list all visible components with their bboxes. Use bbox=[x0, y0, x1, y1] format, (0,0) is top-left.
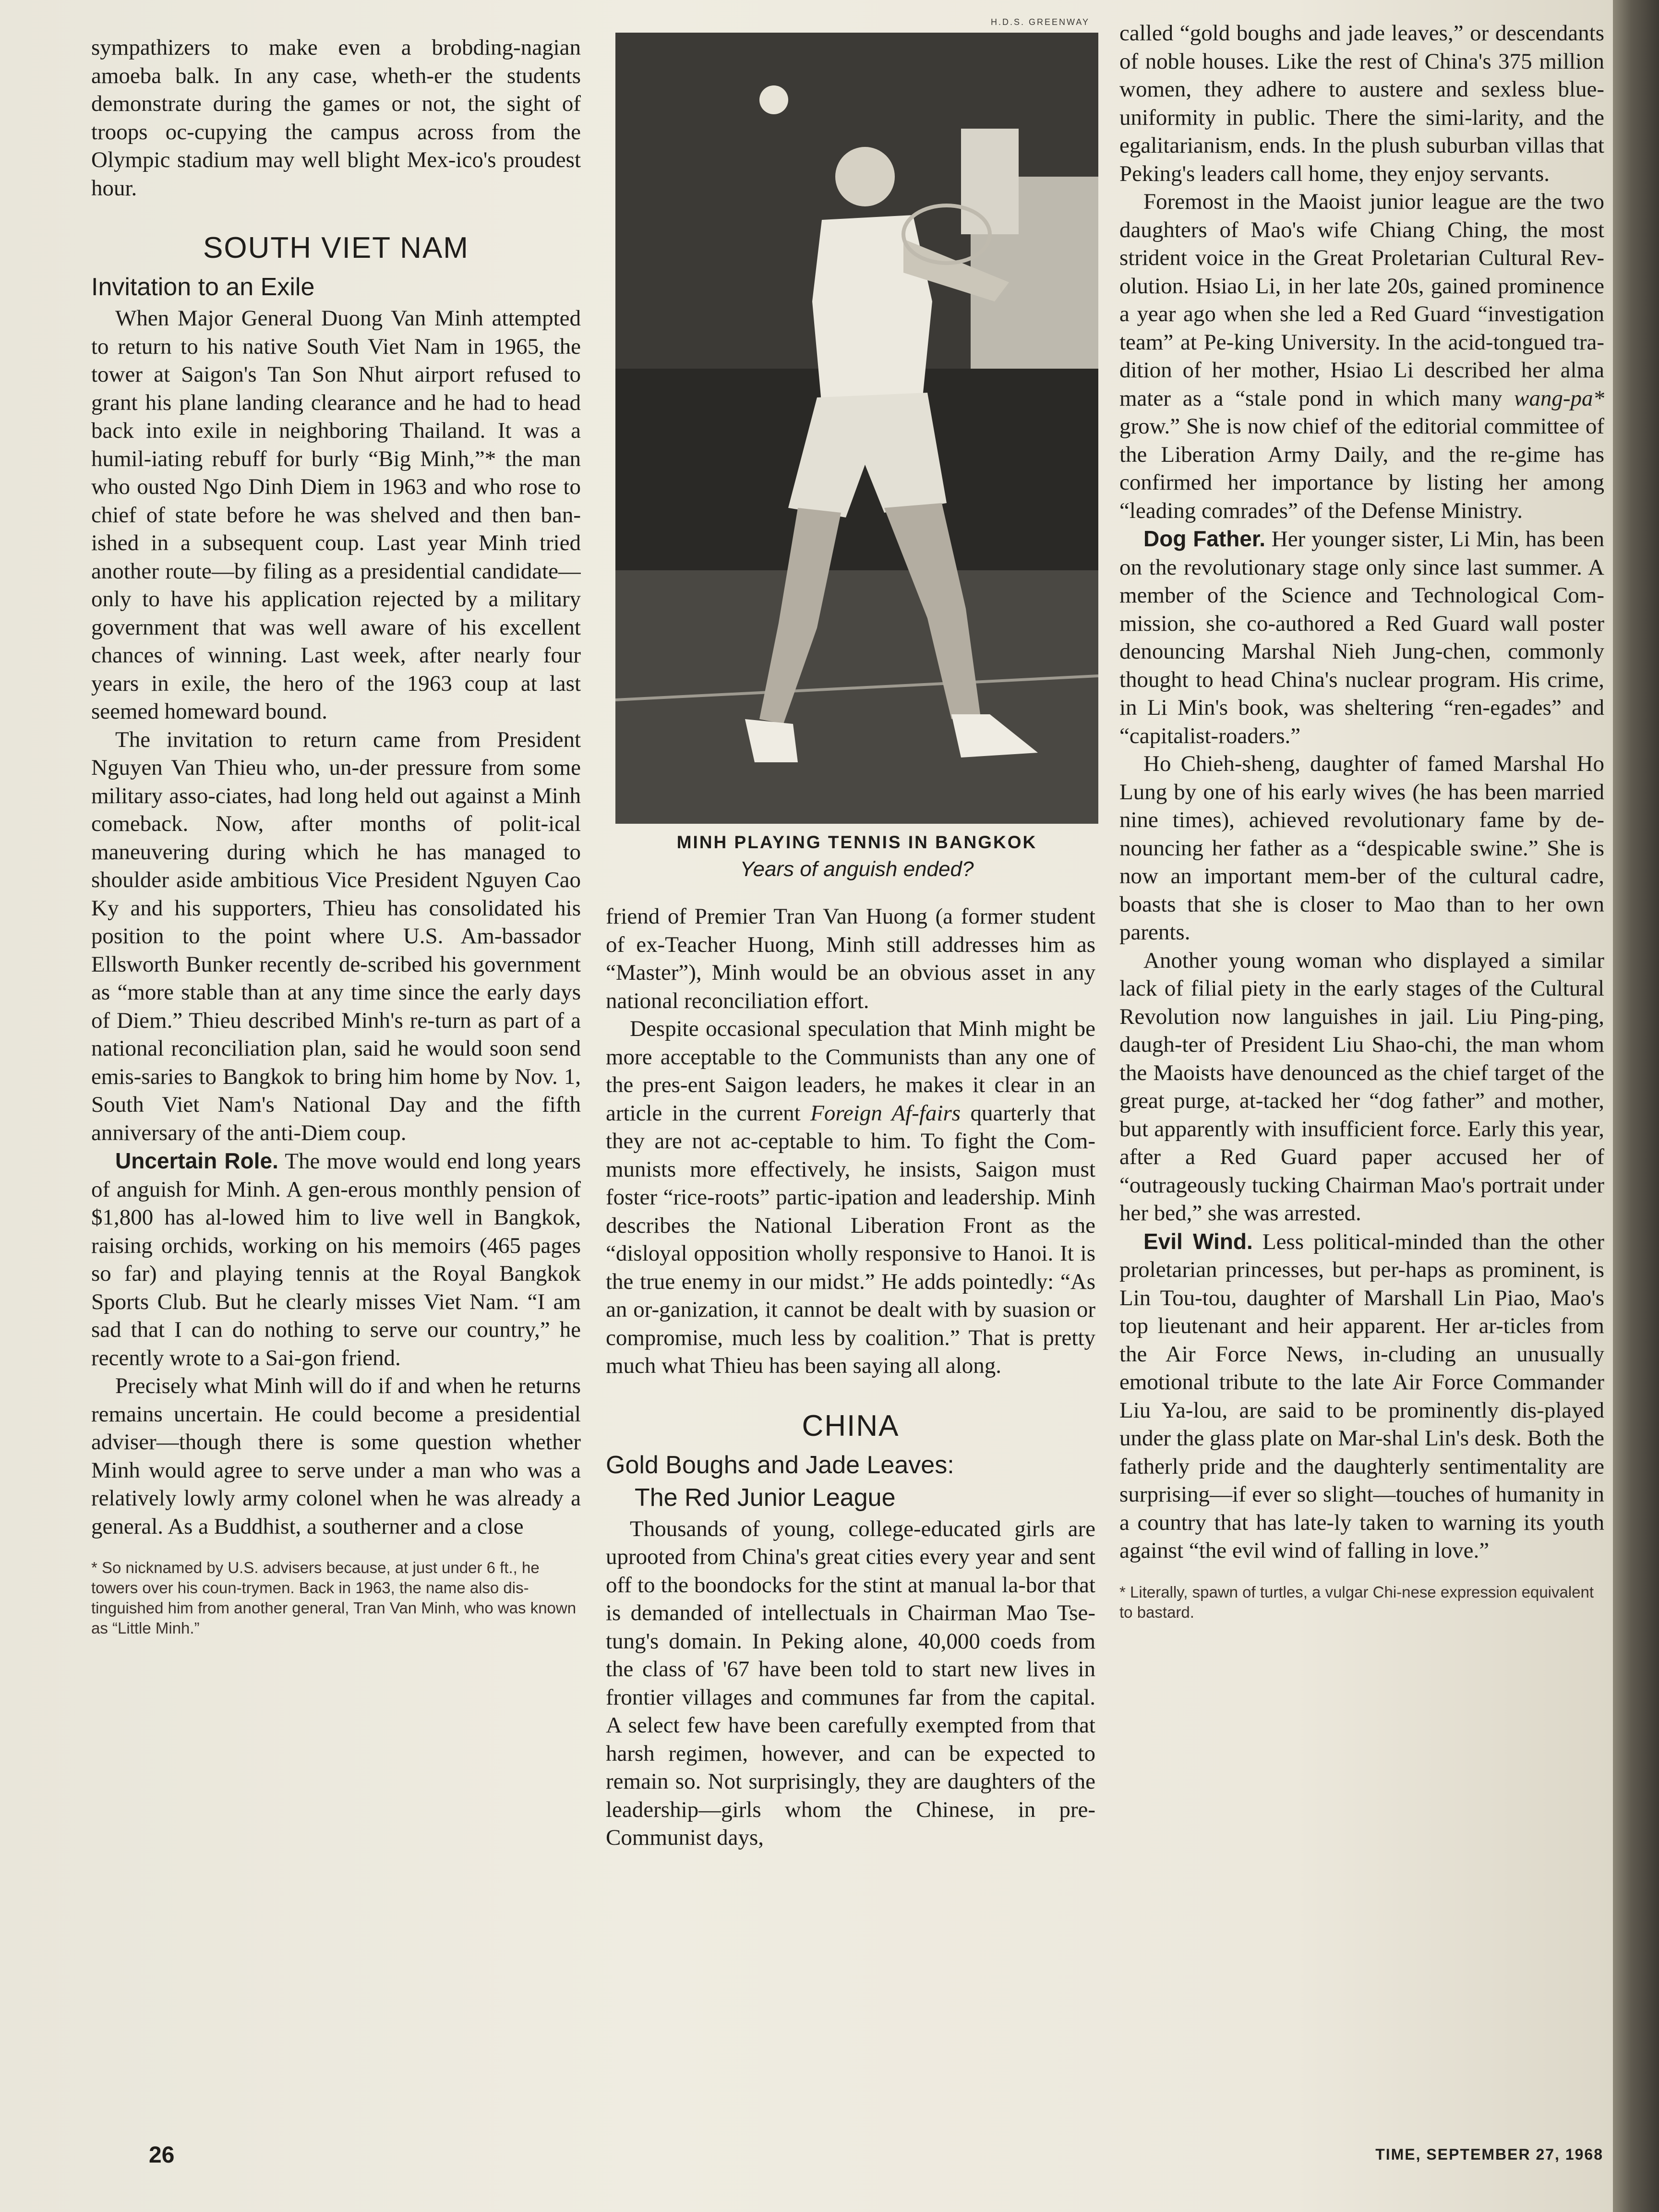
paragraph-text: Despite occasional speculation that Minh might be more acceptable to the Communists than any one of the pres-ent Saigon leaders, he makes it clear in an article in the current bbox=[606, 1016, 1095, 1126]
paragraph-text: Foremost in the Maoist junior league are the two daughters of Mao's wife Chiang Ching, the most strident voice in the Great Proletarian Cultural Rev-olution. Hsiao Li, in her late 20s, gained prominence a year ago when she led a Red Guard “investigation team” at Pe-king University. In the acid-tongued tra-dition of her mother, Hsiao Li described her alma mater as a “stale pond in which many bbox=[1119, 189, 1604, 411]
page-number: 26 bbox=[149, 2142, 175, 2168]
paragraph: When Major General Duong Van Minh attempted to return to his native South Viet Nam in 1965, the tower at Saigon's Tan Son Nhut airport refused to grant his plane landing clearance and he had to head back into exile in neighboring Thailand. It was a humil-iating rebuff for burly “Big Minh,”* the man who ousted Ngo Dinh Diem in 1963 and who rose to chief of state before he was shelved and then ban-ished in a subsequent coup. Last year Minh tried another route—by filing as a presidential candidate—only to have his application rejected by a military government that was well aware of his excellent chances of winning. Last week, after nearly four years in exile, the hero of the 1963 coup at last seemed homeward bound. bbox=[91, 306, 581, 724]
run-in-heading: Dog Father. bbox=[1143, 526, 1266, 551]
folio-line: TIME, SEPTEMBER 27, 1968 bbox=[1375, 2146, 1603, 2163]
paragraph: called “gold boughs and jade leaves,” or descendants of noble houses. Like the rest of China's 375 million women, they adhere to austere and sexless blue-uniformity in public. There the simi-larity, and the egalitarianism, ends. In the plush suburban villas that Peking's leaders call home, they enjoy servants. bbox=[1119, 21, 1604, 186]
paragraph: friend of Premier Tran Van Huong (a former student of ex-Teacher Huong, Minh still addresses him as “Master”), Minh would be an obvious asset in any national reconciliation effort. bbox=[606, 904, 1095, 1013]
paragraph bbox=[1119, 188, 1604, 525]
paragraph bbox=[91, 1147, 581, 1372]
paragraph bbox=[1119, 1227, 1604, 1565]
footnote: * Literally, spawn of turtles, a vulgar Chi-nese expression equivalent to bastard. bbox=[1119, 1583, 1594, 1621]
photo-caption-subtitle: Years of anguish ended? bbox=[740, 857, 974, 881]
paragraph: Another young woman who displayed a similar lack of filial piety in the early stages of the Cultural Revolution now languishes in jail. Liu Ping-ping, daugh-ter of President Liu Shao-chi, the man whom the Maoists have denounced as the chief target of the great purge, at-tacked her “dog father” and mother, but apparently with insufficient force. Early this year, after a Red Guard paper accused her of “outrageously tucking Chairman Mao's portrait under her bed,” she was arrested. bbox=[1119, 948, 1604, 1226]
article-intro-paragraph: sympathizers to make even a brobding-nagian amoeba balk. In any case, wheth-er the students demonstrate during the games or not, the sight of troops oc-cupying the campus across from the Olympic stadium may well blight Mex-ico's proudest hour. bbox=[91, 35, 581, 201]
paragraph-text: grow.” She is now chief of the editorial committee of the Liberation Army Daily, and the re-gime has confirmed her importance by listing her among “leading comrades” of the Defense Ministry. bbox=[1119, 414, 1604, 523]
article-headline-exile: Invitation to an Exile bbox=[91, 273, 315, 301]
paragraph bbox=[1119, 525, 1604, 750]
italic-publication-title: Foreign Af-fairs bbox=[810, 1100, 961, 1126]
tennis-player-illustration bbox=[615, 33, 1098, 824]
section-heading-china: CHINA bbox=[802, 1409, 900, 1443]
photo-credit: H.D.S. GREENWAY bbox=[990, 17, 1090, 27]
paragraph-text: The move would end long years of anguish for Minh. A gen-erous monthly pension of $1,800 has al-lowed him to live well in Bangkok, raising orchids, working on his memoirs (465 pages so far) and playing tennis at the Royal Bangkok Sports Club. But he clearly misses Viet Nam. “I am sad that I can do nothing to serve our country,” he recently wrote to a Sai-gon friend. bbox=[91, 1149, 581, 1370]
tennis-photo bbox=[615, 33, 1098, 824]
paragraph: Precisely what Minh will do if and when he returns remains uncertain. He could become a presidential adviser—though there is some question whether Minh would agree to serve under a man who was a relatively lowly army colonel when he was already a general. As a Buddhist, a southerner and a close bbox=[91, 1373, 581, 1539]
run-in-heading: Uncertain Role. bbox=[115, 1148, 278, 1173]
column-1 bbox=[91, 34, 581, 1987]
paragraph: Ho Chieh-sheng, daughter of famed Marshal Ho Lung by one of his early wives (he has been married nine times), achieved revolutionary fame by de-nouncing her father as a “despicable swine.” She is now an important mem-ber of the cultural cadre, boasts that she is closer to Mao than to her own parents. bbox=[1119, 751, 1604, 945]
article-headline-gold-boughs: Gold Boughs and Jade Leaves: bbox=[606, 1451, 954, 1479]
run-in-heading: Evil Wind. bbox=[1143, 1228, 1253, 1254]
photo-caption-title: MINH PLAYING TENNIS IN BANGKOK bbox=[676, 832, 1037, 852]
paragraph-text: quarterly that they are not ac-ceptable to him. To fight the Com-munists more effectively, he insists, Saigon must foster “rice-roots” partic-ipation and leadership. Minh describes the National Liberation Front as the “disloyal opposition wholly responsive to Hanoi. It is the true enemy in our midst.” He adds pointedly: “As an or-ganization, it cannot be dealt with by suasion or compromise, much less by coalition.” That is pretty much what Thieu has been saying all along. bbox=[606, 1100, 1095, 1378]
page-edge bbox=[1613, 0, 1659, 2212]
paragraph-text: Her younger sister, Li Min, has been on the revolutionary stage only since last summer. A member of the Science and Technological Com-mission, she co-authored a Red Guard wall poster denouncing Marshal Nieh Jung-chen, commonly thought to head China's nuclear program. His crime, in Li Min's book, was sheltering “ren-egades” and “capitalist-roaders.” bbox=[1119, 527, 1604, 748]
paragraph: The invitation to return came from President Nguyen Van Thieu who, un-der pressure from some military asso-ciates, had long held out against a Minh comeback. Now, after months of polit-ical maneuvering during which he has managed to shoulder aside ambitious Vice President Nguyen Cao Ky and his supporters, Thieu has consolidated his position to the point where U.S. Am-bassador Ellsworth Bunker recently de-scribed his government as “more stable than at any time since the early days of Diem.” Thieu described Minh's re-turn as part of a national reconciliation plan, said he would soon send emis-saries to Bangkok to bring him home by Nov. 1, South Viet Nam's National Day and the fifth anniversary of the anti-Diem coup. bbox=[91, 727, 581, 1145]
column-2 bbox=[606, 902, 1095, 2131]
article-subheadline-red-junior-league: The Red Junior League bbox=[635, 1483, 896, 1512]
paragraph: Thousands of young, college-educated girls are uprooted from China's great cities every year and sent off to the boondocks for the stint at manual la-bor that is demanded of intellectuals in Chairman Mao Tse-tung's domain. In Peking alone, 40,000 coeds from the class of '67 have been told to start new lives in frontier villages and communes far from the capital. A select few have been carefully exempted from that harsh regimen, however, and can be expected to remain so. Not surprisingly, they are daughters of the leadership—girls whom the Chinese, in pre-Communist days, bbox=[606, 1516, 1095, 1850]
paragraph bbox=[606, 1015, 1095, 1380]
footnote: * So nicknamed by U.S. advisers because, at just under 6 ft., he towers over his coun-trymen. Back in 1963, the name also dis-tinguished him from another general, Tran Van Minh, who was known as “Little Minh.” bbox=[91, 1559, 577, 1637]
section-heading-south-viet-nam: SOUTH VIET NAM bbox=[203, 231, 469, 264]
italic-term: wang-pa* bbox=[1514, 385, 1604, 411]
paragraph-text: Less political-minded than the other proletarian princesses, but per-haps as prominent, is Lin Tou-tou, daughter of Marshall Lin Piao, Mao's top lieutenant and heir apparent. Her ar-ticles from the Air Force News, in-cluding an unusually emotional tribute to the late Air Force Commander Liu Ya-lou, are said to be prominently dis-played under the glass plate on Mar-shal Lin's desk. Both the fatherly pride and the daughterly sentimentality are surprising—if ever so slight—touches of humanity in a country that has late-ly taken to warning its youth against “the evil wind of falling in love.” bbox=[1119, 1229, 1604, 1563]
column-3 bbox=[1119, 19, 1604, 2131]
